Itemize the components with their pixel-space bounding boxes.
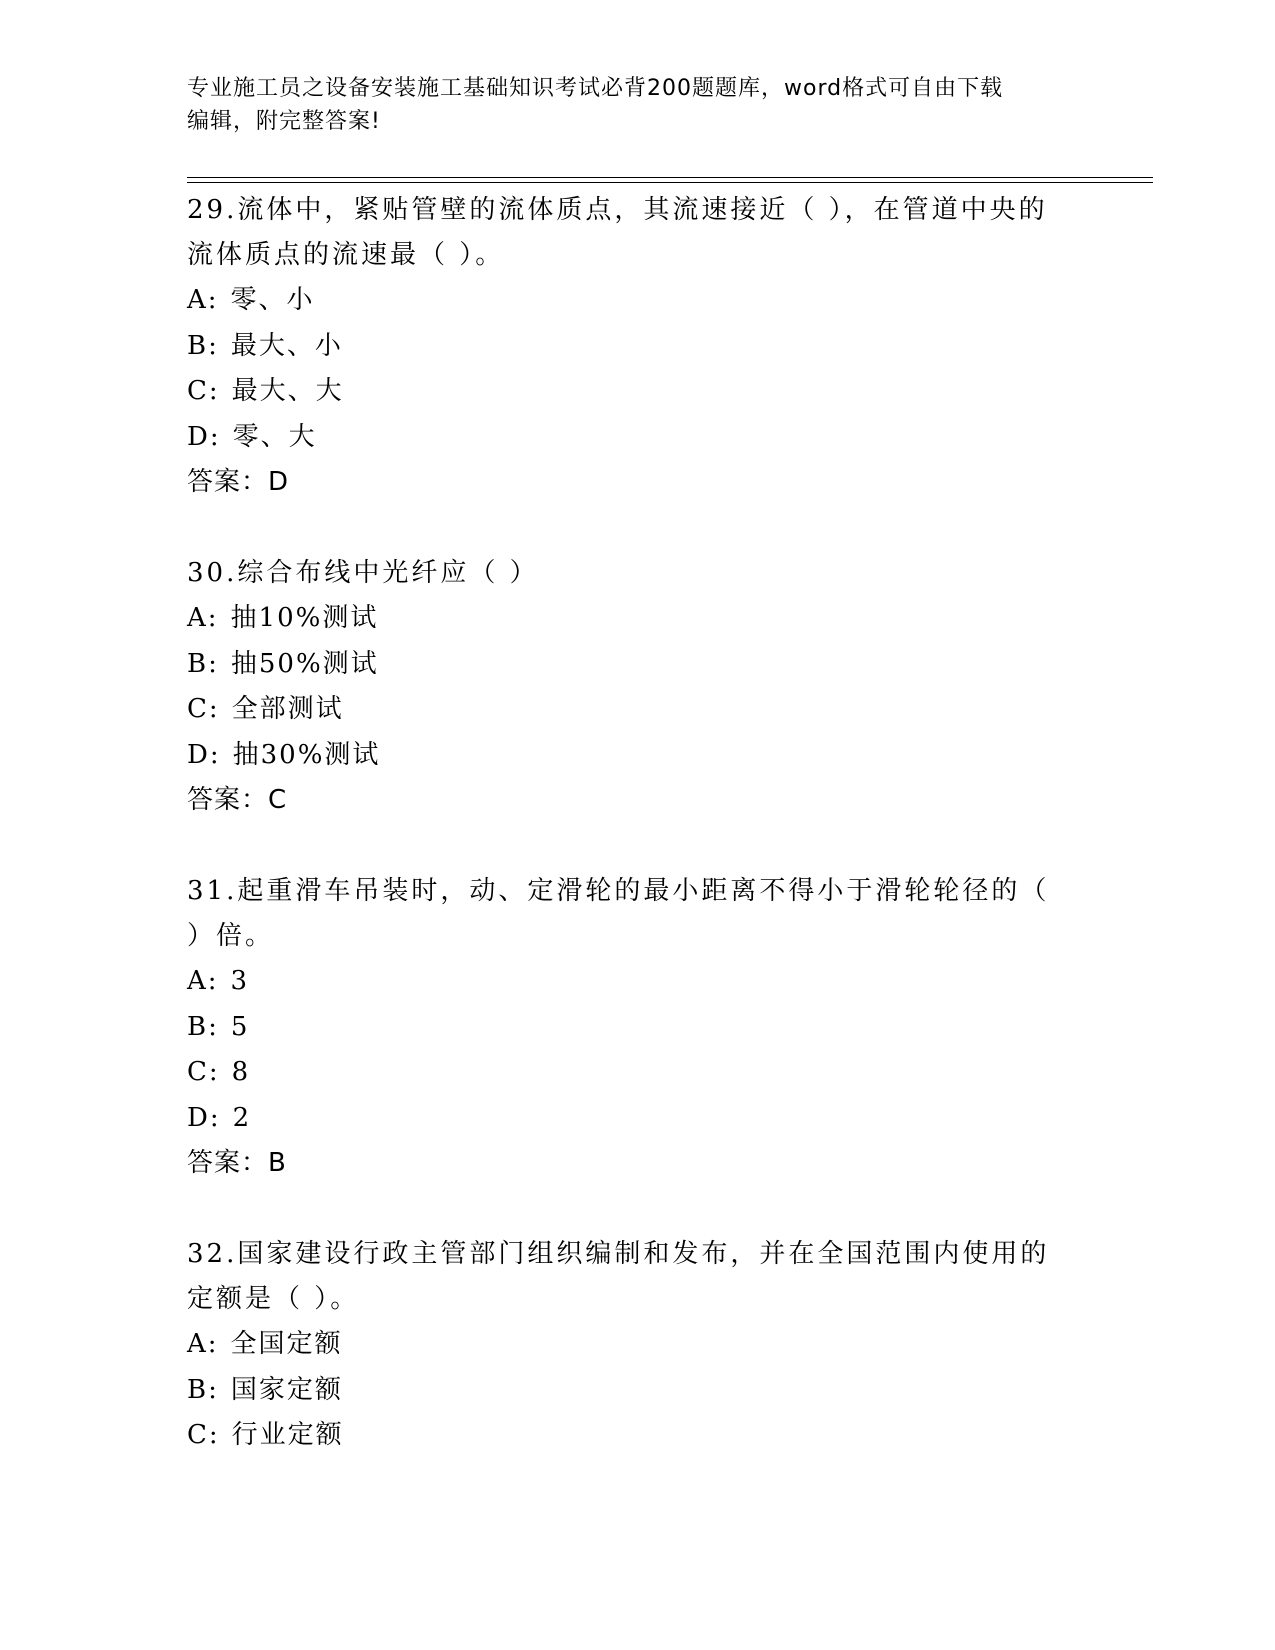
- option-letter: B:: [187, 1011, 219, 1042]
- option-text: 最大、小: [230, 330, 343, 361]
- option-text: 5: [230, 1011, 250, 1042]
- question-stem: 32.国家建设行政主管部门组织编制和发布，并在全国范围内使用的定额是（ ）。: [187, 1239, 1050, 1314]
- option-letter: D:: [187, 1102, 221, 1133]
- question-stem: 30.综合布线中光纤应（ ）: [187, 558, 539, 588]
- question-31: [187, 869, 1087, 1186]
- option-c: [187, 369, 1087, 415]
- option-text: 8: [231, 1057, 251, 1087]
- question-spacer: [187, 823, 1087, 869]
- option-letter: A:: [187, 1329, 219, 1359]
- option-c: [187, 1050, 1087, 1096]
- option-letter: D:: [187, 739, 221, 770]
- question-29: [187, 188, 1087, 505]
- option-text: 抽10%测试: [230, 603, 379, 633]
- header-divider-top: [187, 177, 1153, 178]
- option-letter: A:: [187, 966, 219, 996]
- option-a: [187, 596, 1087, 642]
- question-spacer: [187, 1186, 1087, 1232]
- option-c: [187, 1413, 1087, 1459]
- option-text: 行业定额: [231, 1420, 344, 1450]
- question-stem: 29.流体中，紧贴管壁的流体质点，其流速接近（ ），在管道中央的流体质点的流速最（ ）。: [187, 195, 1048, 270]
- answer-line: 答案：C: [187, 785, 288, 815]
- document-header: [187, 72, 1067, 138]
- answer-line: 答案：B: [187, 1148, 287, 1178]
- option-text: 零、大: [232, 421, 317, 452]
- option-b: [187, 1005, 1087, 1051]
- option-text: 3: [230, 966, 250, 996]
- option-d: [187, 733, 1087, 779]
- option-text: 零、小: [230, 285, 315, 315]
- option-letter: B:: [187, 1374, 219, 1405]
- option-letter: B:: [187, 330, 219, 361]
- header-line-2: 编辑，附完整答案!: [187, 109, 381, 134]
- option-letter: B:: [187, 648, 219, 679]
- option-letter: C:: [187, 376, 220, 406]
- option-letter: A:: [187, 285, 219, 315]
- option-letter: C:: [187, 1420, 220, 1450]
- option-text: 国家定额: [230, 1374, 343, 1405]
- option-d: [187, 415, 1087, 461]
- option-text: 抽30%测试: [232, 739, 381, 770]
- option-letter: A:: [187, 603, 219, 633]
- option-a: [187, 959, 1087, 1005]
- question-spacer: [187, 505, 1087, 551]
- option-letter: C:: [187, 1057, 220, 1087]
- option-b: [187, 324, 1087, 370]
- option-letter: C:: [187, 694, 220, 724]
- option-text: 最大、大: [231, 376, 344, 406]
- header-line-1: 专业施工员之设备安装施工基础知识考试必背200题题库，word格式可自由下载: [187, 76, 1004, 101]
- option-text: 全部测试: [231, 694, 344, 724]
- option-text: 全国定额: [230, 1329, 343, 1359]
- option-letter: D:: [187, 421, 221, 452]
- header-divider-bottom: [187, 182, 1153, 183]
- option-c: [187, 687, 1087, 733]
- option-d: [187, 1096, 1087, 1142]
- question-stem: 31.起重滑车吊装时，动、定滑轮的最小距离不得小于滑轮轮径的（ ）倍。: [187, 876, 1050, 951]
- option-text: 2: [232, 1102, 252, 1133]
- question-32: [187, 1232, 1087, 1459]
- option-text: 抽50%测试: [230, 648, 379, 679]
- question-30: [187, 551, 1087, 823]
- option-b: [187, 642, 1087, 688]
- option-a: [187, 278, 1087, 324]
- answer-line: 答案：D: [187, 467, 290, 497]
- option-b: [187, 1368, 1087, 1414]
- question-list: [187, 188, 1087, 1459]
- option-a: [187, 1322, 1087, 1368]
